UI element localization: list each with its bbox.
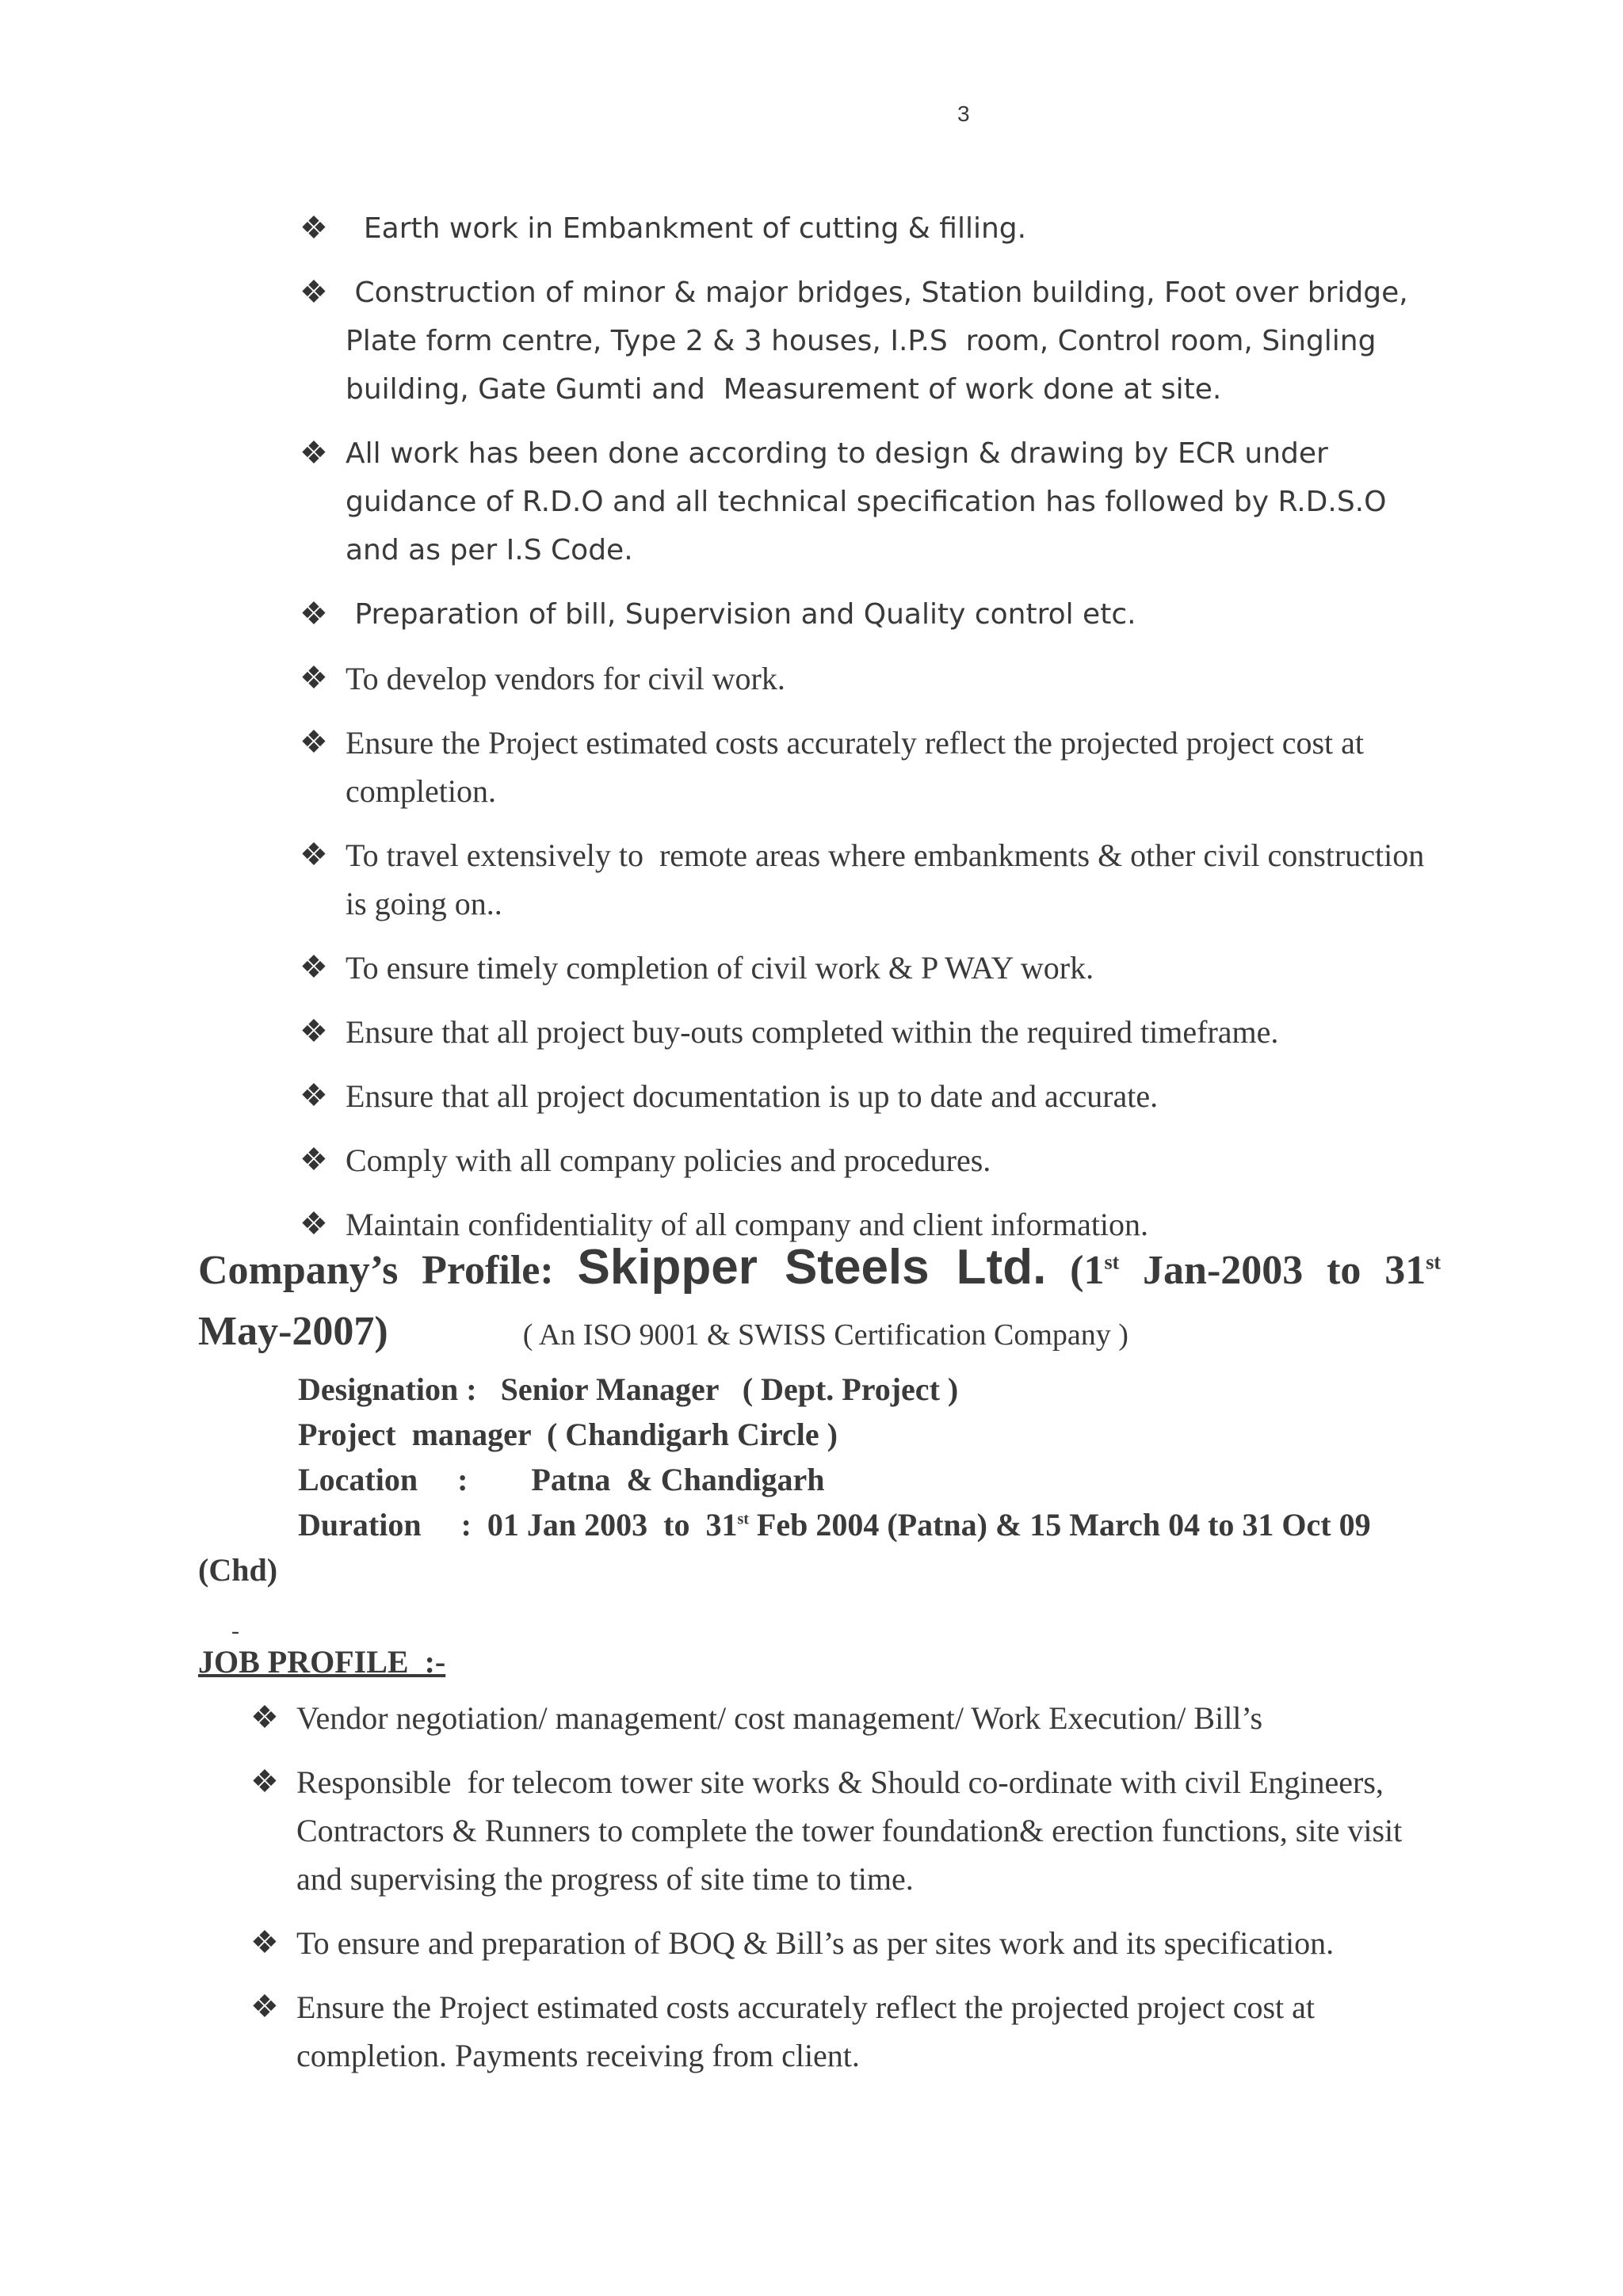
- list-item-text: Maintain confidentiality of all company and client information.: [346, 1207, 1149, 1242]
- list-item: [250, 1758, 1439, 1903]
- list-item: [300, 719, 1441, 815]
- list-item-text: All work has been done according to design & drawing by ECR under guidance of R.D.O and all technical specification has followed by R.D.S.O and as per I.S Code.: [346, 437, 1396, 566]
- company-period-end-line: [198, 1302, 1441, 1364]
- list-item-text: To develop vendors for civil work.: [346, 661, 785, 696]
- list-item: [300, 204, 1441, 253]
- location-line: Location : Patna & Chandigarh: [298, 1462, 825, 1497]
- list-item-text: Ensure the Project estimated costs accurately reflect the projected project cost at completion. Payments receiving from client.: [296, 1989, 1323, 2073]
- list-item: [300, 590, 1441, 639]
- company-profile-label: Company’s Profile:: [198, 1248, 554, 1293]
- diamond-bullet-icon: ❖: [300, 724, 328, 760]
- list-item-text: Vendor negotiation/ management/ cost management/ Work Execution/ Bill’s: [296, 1700, 1263, 1736]
- list-item: [250, 1919, 1439, 1967]
- company-period-end: May-2007): [198, 1309, 388, 1354]
- diamond-bullet-icon: ❖: [250, 1989, 279, 2024]
- list-item-text: Ensure that all project buy-outs completed within the required timeframe.: [346, 1014, 1279, 1050]
- company-name: Skipper Steels Ltd.: [577, 1240, 1047, 1295]
- diamond-bullet-icon: ❖: [300, 949, 328, 985]
- list-item: [300, 831, 1441, 928]
- company-heading-line: [198, 1236, 1441, 1302]
- list-item: [250, 1983, 1439, 2080]
- company-profile-heading: [198, 1236, 1441, 1364]
- list-item-text: To travel extensively to remote areas where embankments & other civil construction is going on..: [346, 837, 1433, 921]
- diamond-bullet-icon: ❖: [300, 1013, 328, 1049]
- list-item: [300, 1072, 1441, 1120]
- diamond-bullet-icon: ❖: [300, 596, 328, 631]
- diamond-bullet-icon: ❖: [300, 1206, 328, 1241]
- diamond-bullet-icon: ❖: [300, 1142, 328, 1177]
- list-item-text: Responsible for telecom tower site works & Should co-ordinate with civil Engineers, Contractors & Runners to complete the tower foundation& erection functions, site visit and supervising the progress of site time to time.: [296, 1764, 1411, 1897]
- list-item-text: To ensure timely completion of civil work & P WAY work.: [346, 950, 1094, 986]
- position-details: [198, 1367, 1450, 1592]
- diamond-bullet-icon: ❖: [300, 837, 328, 872]
- designation-line: Designation : Senior Manager ( Dept. Project ): [298, 1371, 959, 1407]
- job-profile-list: [250, 1694, 1439, 2096]
- job-profile-heading: JOB PROFILE :-: [198, 1644, 446, 1680]
- list-item-text: Ensure the Project estimated costs accurately reflect the projected project cost at completion.: [346, 725, 1372, 809]
- list-item: [300, 429, 1441, 574]
- list-item-text: Comply with all company policies and procedures.: [346, 1142, 991, 1178]
- page-number: 3: [957, 101, 970, 126]
- duration-line: Duration : 01 Jan 2003 to 31st Feb 2004 (Patna) & 15 March 04 to 31 Oct 09 (Chd): [198, 1507, 1371, 1588]
- list-item-text: Ensure that all project documentation is up to date and accurate.: [346, 1078, 1159, 1114]
- diamond-bullet-icon: ❖: [250, 1699, 279, 1735]
- list-item: [250, 1694, 1439, 1742]
- list-item-text: Earth work in Embankment of cutting & filling.: [346, 212, 1027, 245]
- list-item: [300, 1008, 1441, 1056]
- diamond-bullet-icon: ❖: [300, 435, 328, 471]
- list-item: [300, 944, 1441, 992]
- list-item-text: To ensure and preparation of BOQ & Bill’s as per sites work and its specification.: [296, 1925, 1335, 1961]
- responsibilities-list: [300, 204, 1441, 1264]
- diamond-bullet-icon: ❖: [300, 210, 328, 246]
- diamond-bullet-icon: ❖: [250, 1764, 279, 1799]
- list-item-text: Construction of minor & major bridges, Station building, Foot over bridge, Plate form centre, Type 2 & 3 houses, I.P.S room, Control room, Singling building, Gate Gumti and Measurement of work done at site.: [346, 277, 1418, 406]
- project-manager-line: Project manager ( Chandigarh Circle ): [298, 1417, 838, 1452]
- list-item-text: Preparation of bill, Supervision and Quality control etc.: [346, 598, 1136, 631]
- diamond-bullet-icon: ❖: [250, 1924, 279, 1960]
- list-item: [300, 654, 1441, 703]
- diamond-bullet-icon: ❖: [300, 274, 328, 310]
- list-item: [300, 269, 1441, 414]
- company-period-start: (1st Jan-2003 to 31st: [1070, 1248, 1442, 1293]
- dash-separator: -: [231, 1618, 239, 1644]
- diamond-bullet-icon: ❖: [300, 660, 328, 696]
- list-item: [300, 1136, 1441, 1184]
- diamond-bullet-icon: ❖: [300, 1077, 328, 1113]
- company-certification: ( An ISO 9001 & SWISS Certification Company ): [522, 1318, 1128, 1352]
